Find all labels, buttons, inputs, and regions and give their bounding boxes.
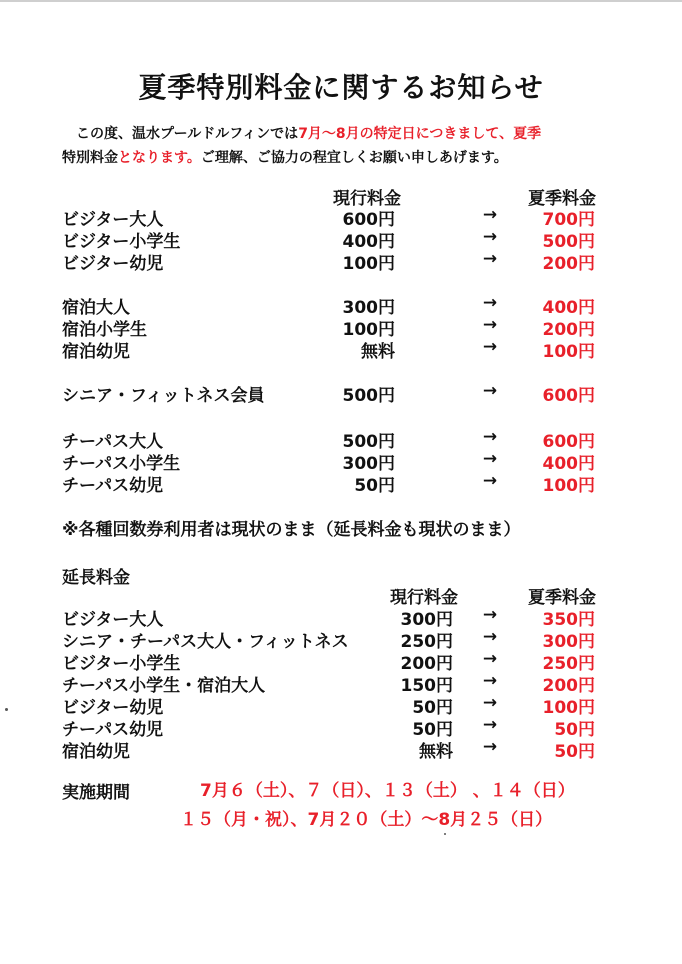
current-fee: 250円 [400, 632, 453, 652]
fee-label: 宿泊幼児 [62, 342, 130, 362]
intro-text: この度、温水プールドルフィンでは [76, 126, 299, 142]
intro-line-2 [62, 147, 508, 167]
summer-fee: 50円 [554, 742, 595, 762]
summer-fee: 250円 [542, 654, 595, 674]
arrow-icon: → [482, 471, 498, 491]
current-fee: 無料 [361, 342, 395, 362]
header-summer-fee: 夏季料金 [528, 189, 596, 209]
arrow-icon: → [482, 671, 498, 691]
fee-row [0, 427, 682, 451]
fee-label: ビジター大人 [62, 610, 164, 630]
current-fee: 400円 [342, 232, 395, 252]
arrow-icon: → [482, 627, 498, 647]
current-fee: 150円 [400, 676, 453, 696]
extension-row [0, 693, 682, 717]
summer-fee: 50円 [554, 720, 595, 740]
scan-top-edge [0, 0, 682, 2]
fee-label: ビジター小学生 [62, 232, 181, 252]
arrow-icon: → [482, 293, 498, 313]
arrow-icon: → [482, 737, 498, 757]
fee-label: チーパス小学生・宿泊大人 [62, 676, 266, 696]
extension-row [0, 605, 682, 629]
extension-row [0, 737, 682, 761]
fee-label: 宿泊幼児 [62, 742, 130, 762]
arrow-icon: → [482, 427, 498, 447]
intro-highlight: 7月～8月の特定日につきまして、夏季 [298, 126, 542, 142]
fee-row [0, 315, 682, 339]
arrow-icon: → [482, 605, 498, 625]
current-fee: 50円 [412, 698, 453, 718]
fee-label: ビジター幼児 [62, 698, 164, 718]
fee-label: シニア・チーパス大人・フィットネス [62, 632, 349, 652]
fee-row [0, 249, 682, 273]
fee-row [0, 381, 682, 405]
summer-fee: 100円 [542, 698, 595, 718]
fee-row [0, 449, 682, 473]
current-fee: 300円 [400, 610, 453, 630]
fee-label: チーパス小学生 [62, 454, 181, 474]
fee-label: 宿泊大人 [62, 298, 130, 318]
page-title: 夏季特別料金に関するお知らせ [138, 71, 544, 104]
summer-fee: 300円 [542, 632, 595, 652]
arrow-icon: → [482, 693, 498, 713]
header-current-fee: 現行料金 [333, 189, 401, 209]
arrow-icon: → [482, 449, 498, 469]
fee-label: チーパス大人 [62, 432, 164, 452]
fee-row [0, 205, 682, 229]
intro-highlight: となります。 [118, 150, 201, 166]
current-fee: 500円 [342, 386, 395, 406]
intro-text: 特別料金 [62, 150, 118, 166]
extension-title: 延長料金 [62, 568, 130, 588]
current-fee: 100円 [342, 254, 395, 274]
fee-label: 宿泊小学生 [62, 320, 147, 340]
extension-row [0, 627, 682, 651]
period-dates-line-2: １５（月・祝）、7月２０（土）～8月２５（日） [180, 810, 553, 830]
summer-fee: 400円 [542, 298, 595, 318]
current-fee: 50円 [354, 476, 395, 496]
current-fee: 600円 [342, 210, 395, 230]
summer-fee: 200円 [542, 320, 595, 340]
summer-fee: 200円 [542, 676, 595, 696]
fee-label: ビジター大人 [62, 210, 164, 230]
fee-row [0, 293, 682, 317]
arrow-icon: → [482, 715, 498, 735]
fee-row [0, 471, 682, 495]
current-fee: 100円 [342, 320, 395, 340]
summer-fee: 700円 [542, 210, 595, 230]
arrow-icon: → [482, 381, 498, 401]
summer-fee: 600円 [542, 386, 595, 406]
period-label: 実施期間 [62, 783, 130, 803]
fee-row [0, 337, 682, 361]
header-current-fee: 現行料金 [390, 588, 458, 608]
arrow-icon: → [482, 315, 498, 335]
summer-fee: 200円 [542, 254, 595, 274]
fee-label: シニア・フィットネス会員 [62, 386, 265, 406]
summer-fee: 350円 [542, 610, 595, 630]
arrow-icon: → [482, 227, 498, 247]
arrow-icon: → [482, 205, 498, 225]
period-dates-line-1: 7月６（土）、７（日）、１３（土） 、１４（日） [200, 781, 575, 801]
current-fee: 200円 [400, 654, 453, 674]
extension-row [0, 671, 682, 695]
scan-speck [5, 708, 8, 711]
ticket-note: ※各種回数券利用者は現状のまま（延長料金も現状のまま） [62, 520, 521, 540]
intro-text: ご理解、ご協力の程宜しくお願い申しあげます。 [200, 150, 508, 166]
extension-row [0, 649, 682, 673]
arrow-icon: → [482, 649, 498, 669]
intro-line-1 [62, 123, 541, 143]
current-fee: 50円 [412, 720, 453, 740]
scan-speck [444, 833, 446, 835]
summer-fee: 100円 [542, 476, 595, 496]
header-summer-fee: 夏季料金 [528, 588, 596, 608]
current-fee: 無料 [419, 742, 453, 762]
arrow-icon: → [482, 337, 498, 357]
summer-fee: 400円 [542, 454, 595, 474]
current-fee: 300円 [342, 454, 395, 474]
fee-label: チーパス幼児 [62, 476, 164, 496]
summer-fee: 500円 [542, 232, 595, 252]
current-fee: 300円 [342, 298, 395, 318]
fee-label: ビジター幼児 [62, 254, 164, 274]
fee-row [0, 227, 682, 251]
summer-fee: 100円 [542, 342, 595, 362]
current-fee: 500円 [342, 432, 395, 452]
fee-label: ビジター小学生 [62, 654, 181, 674]
summer-fee: 600円 [542, 432, 595, 452]
arrow-icon: → [482, 249, 498, 269]
extension-row [0, 715, 682, 739]
fee-label: チーパス幼児 [62, 720, 164, 740]
